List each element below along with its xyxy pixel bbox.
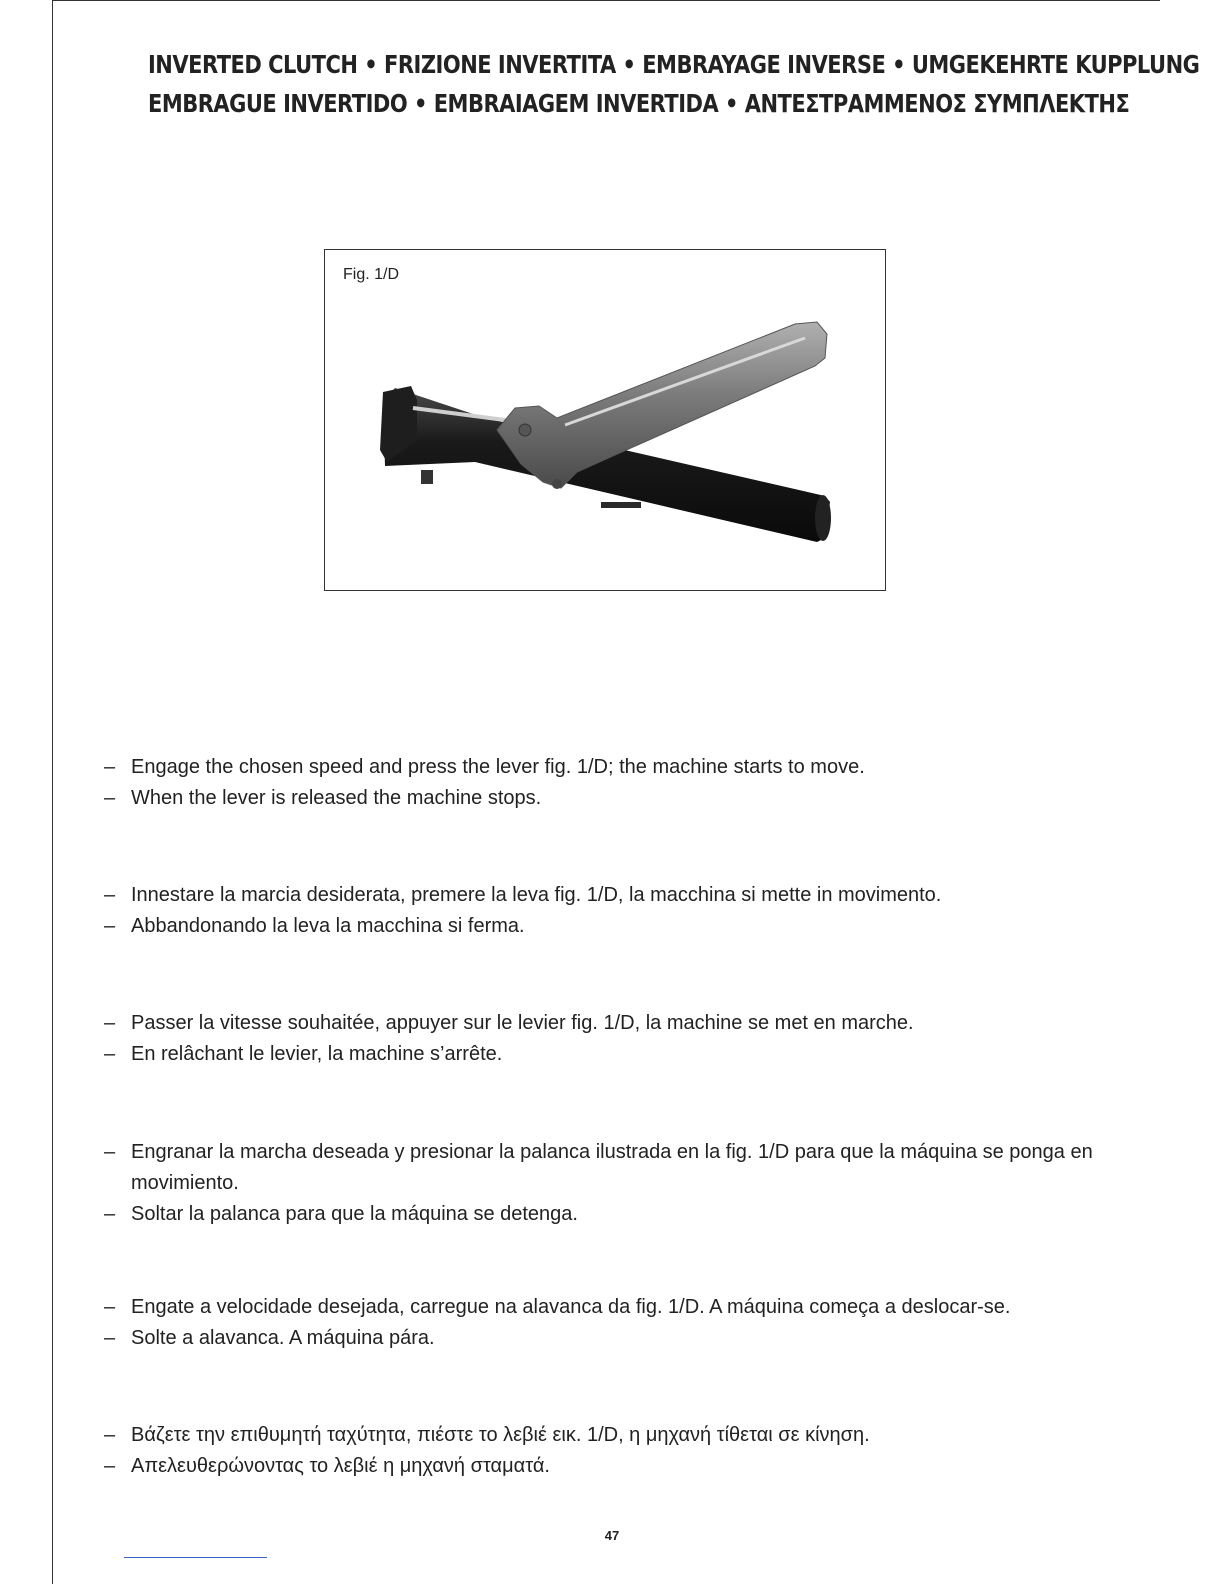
page-border-left (52, 0, 53, 1584)
list-dash: – (104, 756, 116, 778)
instructions-french (104, 1008, 1124, 1070)
instructions-spanish (104, 1137, 1124, 1230)
list-item-text: Solte a alavanca. A máquina pára. (131, 1327, 435, 1349)
page-number: 47 (604, 1528, 620, 1543)
list-dash: – (104, 1424, 116, 1446)
list-item (104, 911, 1124, 942)
list-dash: – (104, 884, 116, 906)
list-dash: – (104, 1012, 116, 1034)
list-dash: – (104, 787, 116, 809)
list-item (104, 1039, 1124, 1070)
list-dash: – (104, 1141, 116, 1163)
list-item (104, 880, 1124, 911)
list-dash: – (104, 915, 116, 937)
list-dash: – (104, 1327, 116, 1349)
instructions-italian (104, 880, 1124, 942)
list-item-text: En relâchant le levier, la machine s’arrête. (131, 1043, 503, 1065)
list-item (104, 1451, 1124, 1482)
list-item-text: Απελευθερώνοντας το λεβιέ η μηχανή σταματά. (131, 1455, 550, 1477)
list-item-text: Soltar la palanca para que la máquina se detenga. (131, 1203, 578, 1225)
list-dash: – (104, 1203, 116, 1225)
list-item-text: Engage the chosen speed and press the lever fig. 1/D; the machine starts to move. (131, 756, 865, 778)
list-item (104, 1008, 1124, 1039)
list-item-text: Engate a velocidade desejada, carregue na alavanca da fig. 1/D. A máquina começa a deslocar-se. (131, 1296, 1011, 1318)
list-item (104, 1199, 1124, 1230)
footnote-separator (124, 1557, 267, 1558)
page-title-line-1: INVERTED CLUTCH • FRIZIONE INVERTITA • EMBRAYAGE INVERSE • UMGEKEHRTE KUPPLUNG (148, 50, 1200, 79)
figure-label: Fig. 1/D (343, 266, 400, 283)
figure-1d (324, 249, 886, 591)
list-dash: – (104, 1455, 116, 1477)
instructions-greek (104, 1420, 1124, 1482)
page-title-line-2: EMBRAGUE INVERTIDO • EMBRAIAGEM INVERTIDA • ΑΝΤΕΣΤΡΑΜΜΕΝΟΣ ΣΥΜΠΛΕΚΤΗΣ (148, 89, 1130, 118)
instructions-english (104, 752, 1124, 814)
list-item-text: When the lever is released the machine stops. (131, 787, 542, 809)
list-item (104, 783, 1124, 814)
list-item (104, 1137, 1124, 1199)
list-item-text: Innestare la marcia desiderata, premere la leva fig. 1/D, la macchina si mette in movimento. (131, 884, 942, 906)
list-item (104, 1323, 1124, 1354)
clutch-lever-illustration (325, 250, 885, 590)
list-item (104, 1292, 1124, 1323)
list-item (104, 752, 1124, 783)
list-item-text: Βάζετε την επιθυμητή ταχύτητα, πιέστε το λεβιέ εικ. 1/D, η μηχανή τίθεται σε κίνηση. (131, 1424, 870, 1446)
list-dash: – (104, 1043, 116, 1065)
page-border-top (52, 0, 1160, 1)
list-item-text: Abbandonando la leva la macchina si ferma. (131, 915, 525, 937)
list-dash: – (104, 1296, 116, 1318)
list-item-text: Engranar la marcha deseada y presionar la palanca ilustrada en la fig. 1/D para que la máquina se ponga en movimiento. (131, 1141, 1093, 1194)
list-item-text: Passer la vitesse souhaitée, appuyer sur le levier fig. 1/D, la machine se met en marche. (131, 1012, 914, 1034)
list-item (104, 1420, 1124, 1451)
instructions-portuguese (104, 1292, 1124, 1354)
